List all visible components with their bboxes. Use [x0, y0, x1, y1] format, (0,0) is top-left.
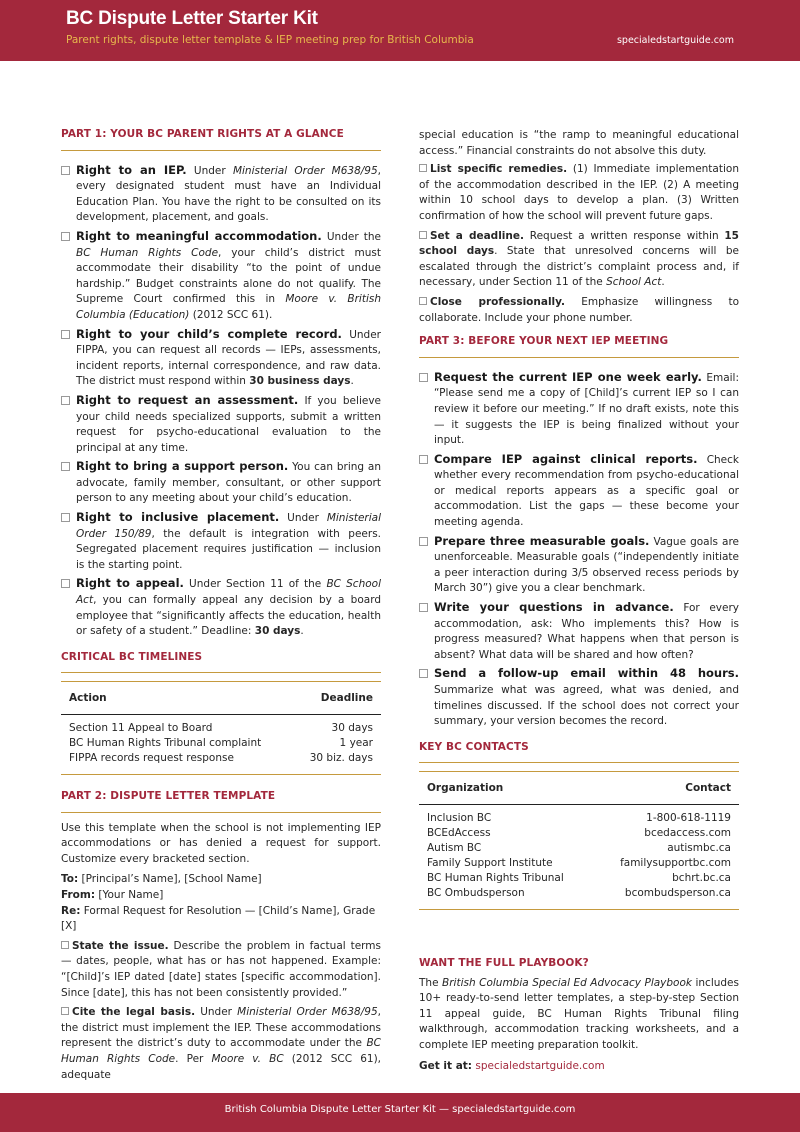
cell-org: Autism BC: [427, 841, 482, 854]
item-title: Write your questions in advance.: [434, 600, 674, 615]
step-strong: 15 school days: [419, 229, 739, 258]
cite-continuation: special education is “the ramp to meaningful educational access.” Financial constraints do not absolve this duty.: [419, 129, 739, 157]
item-title: Right to your child’s complete record.: [76, 326, 342, 341]
letter-from: [61, 888, 381, 904]
iep-prep-list: [419, 370, 739, 730]
item-title: Right to an IEP.: [76, 162, 187, 177]
table-row: [419, 856, 739, 871]
checkbox[interactable]: [61, 232, 70, 241]
cell-deadline: 1 year: [339, 737, 373, 749]
checkbox[interactable]: [419, 669, 428, 678]
checkbox[interactable]: [419, 603, 428, 612]
cell-org: BCEdAccess: [427, 826, 491, 839]
item-text: Email: “Please send me a copy of [Child]’s current IEP so I can review it before our meeting.” If no draft exists, note this — it suggests the IEP is being finalized without your input.: [434, 371, 739, 447]
cell-deadline: 30 biz. days: [309, 752, 373, 764]
cell-contact[interactable]: bchrt.bc.ca: [672, 871, 731, 884]
cell-contact[interactable]: familysupportbc.com: [620, 856, 731, 869]
header-site-link[interactable]: specialedstartguide.com: [616, 35, 734, 46]
step-title: State the issue.: [72, 939, 169, 952]
checkbox[interactable]: [61, 579, 70, 588]
checkbox[interactable]: [61, 462, 70, 471]
cell-action: BC Human Rights Tribunal complaint: [69, 737, 262, 749]
table-row: [61, 751, 381, 775]
cell-org: Family Support Institute: [427, 856, 553, 869]
item-text: Under the: [321, 230, 381, 243]
page-header: [0, 0, 800, 61]
contacts-heading: KEY BC CONTACTS: [419, 740, 739, 764]
timelines-heading: CRITICAL BC TIMELINES: [61, 650, 381, 674]
cell-org: BC Ombudsperson: [427, 886, 525, 899]
step-emphasis: Ministerial Order M638/95: [237, 1006, 378, 1019]
cell-action: FIPPA records request response: [69, 752, 234, 764]
checkbox[interactable]: [61, 330, 70, 339]
promo-text-part: The: [419, 976, 443, 989]
checkbox[interactable]: [61, 941, 69, 949]
step-text: .: [661, 276, 665, 289]
item-text: , your child’s district must accommodate their disability “to the point of undue hardship.” Budget constraints alone do not qualify. The Supreme Court confirmed this in: [76, 246, 381, 306]
item-text: Under: [279, 512, 327, 525]
step-title: Cite the legal basis.: [72, 1006, 196, 1019]
step-cite-legal: [61, 1005, 381, 1083]
col-header-organization: Organization: [419, 772, 594, 805]
item-text: .: [300, 625, 304, 638]
checkbox[interactable]: [419, 373, 428, 382]
cell-deadline: 30 days: [331, 722, 373, 734]
item-text: .: [350, 375, 354, 388]
step-emphasis: Moore v. BC: [211, 1052, 284, 1065]
item-emphasis: Ministerial Order 150/89: [76, 512, 381, 540]
item-text: You can bring an advocate, family member, consultant, or other support person to any meeting about your child’s education.: [76, 461, 381, 505]
promo-heading: WANT THE FULL PLAYBOOK?: [419, 956, 589, 969]
item-text: , you can formally appeal any decision by a board employee that “significantly affects the education, health or safety of a student.” Deadline:: [76, 594, 381, 638]
checkbox[interactable]: [419, 164, 427, 172]
checkbox[interactable]: [61, 1007, 69, 1015]
to-label: To:: [61, 873, 79, 886]
promo-link[interactable]: specialedstartguide.com: [475, 1059, 605, 1072]
checkbox[interactable]: [61, 396, 70, 405]
table-row: [419, 841, 739, 856]
item-text: , every designated student must have an Individual Education Plan. You have the right to be consulted on its development, placement, and goals.: [76, 164, 381, 224]
step-text: (2012 SCC 61), adequate: [61, 1052, 382, 1081]
step-text: Emphasize willingness to collaborate. Include your phone number.: [419, 295, 739, 324]
step-emphasis: School Act: [606, 276, 662, 289]
item-title: Prepare three measurable goals.: [434, 533, 650, 548]
step-text: Describe the problem in factual terms — dates, people, what has or has not happened. Example: “[Child]’s IEP dated [date] states [specific accommodation]. Since [date], this has not been consistently provided.”: [61, 939, 382, 999]
step-text: . State that unresolved concerns will be escalated through the district’s complaint process and, if necessary, under Section 11 of the: [419, 245, 739, 289]
col-header-deadline: Deadline: [293, 682, 381, 715]
step-text: Request a written response within: [523, 229, 725, 242]
page-title: BC Dispute Letter Starter Kit: [66, 8, 318, 29]
table-row: [419, 826, 739, 841]
step-text: (1) Immediate implementation of the accommodation described in the IEP. (2) A meeting within 10 school days to develop a plan. (3) Written confirmation of how the school will prevent future gaps.: [419, 163, 739, 222]
letter-to: [61, 872, 381, 888]
step-title: List specific remedies.: [430, 163, 568, 176]
promo-get-it: [419, 1059, 739, 1075]
cell-contact[interactable]: autismbc.ca: [667, 841, 731, 854]
item-text: Under Section 11 of the: [183, 578, 327, 591]
checkbox[interactable]: [419, 231, 427, 239]
from-value: [Your Name]: [95, 888, 164, 901]
prep-measurable-goals: [419, 534, 739, 597]
right-column: [419, 128, 739, 1074]
page-subtitle: Parent rights, dispute letter template & IEP meeting prep for British Columbia: [66, 34, 474, 46]
table-row: [419, 871, 739, 886]
prep-follow-up: [419, 666, 739, 729]
part2-heading: PART 2: DISPUTE LETTER TEMPLATE: [61, 789, 381, 813]
table-row: [61, 715, 381, 737]
item-text: For every accommodation, ask: Who implements this? How is progress measured? What happens when that person is absent? What data will be shared and how often?: [434, 602, 739, 661]
prep-request-iep: [419, 370, 739, 449]
item-title: Right to meaningful accommodation.: [76, 228, 322, 243]
checkbox[interactable]: [419, 455, 428, 464]
get-it-label: Get it at:: [419, 1059, 472, 1072]
step-emphasis: BC Human Rights Code: [61, 1037, 381, 1065]
col-header-contact: Contact: [594, 772, 739, 805]
item-title: Right to bring a support person.: [76, 459, 289, 474]
cell-contact[interactable]: bcedaccess.com: [644, 826, 731, 839]
step-deadline: [419, 229, 739, 291]
col-header-action: Action: [61, 682, 293, 715]
item-title: Right to inclusive placement.: [76, 510, 280, 525]
item-strong: 30 days: [254, 625, 301, 638]
promo-text: [419, 976, 739, 1054]
checkbox[interactable]: [61, 166, 70, 175]
page-footer: British Columbia Dispute Letter Starter Kit — specialedstartguide.com: [0, 1093, 800, 1132]
cell-org: BC Human Rights Tribunal: [427, 871, 564, 884]
item-emphasis: Ministerial Order M638/95: [232, 164, 378, 177]
rights-list: [61, 163, 381, 640]
re-value: Formal Request for Resolution — [Child’s Name], Grade [X]: [61, 904, 376, 933]
right-record: [61, 327, 381, 390]
contacts-table: [419, 771, 739, 910]
cell-org: Inclusion BC: [427, 811, 492, 824]
item-emphasis: BC School Act: [76, 578, 382, 607]
cell-contact[interactable]: 1-800-618-1119: [646, 811, 731, 824]
step-state-issue: [61, 939, 381, 1001]
right-accommodation: [61, 229, 381, 324]
step-remedies: [419, 162, 739, 224]
item-text: Check whether every recommendation from psycho-educational or medical reports appears as a specific goal or accommodation. List the gaps — these become your meeting agenda.: [434, 453, 739, 529]
table-row: [419, 804, 739, 826]
cell-contact[interactable]: bcombudsperson.ca: [624, 886, 731, 899]
step-title: Close professionally.: [430, 295, 566, 308]
timelines-table: [61, 681, 381, 775]
promo-text-part: includes 10+ ready-to-send letter templates, a step-by-step Section 11 appeal guide, BC Human Rights Tribunal filing walkthrough, accommodation tracking worksheets, and a complete IEP meeting preparation toolkit.: [419, 976, 739, 1051]
item-strong: 30 business days: [249, 375, 351, 388]
item-text: Vague goals are unenforceable. Measurable goals (“independently initiate a peer interaction during 3/5 observed recess periods by March 30”) give you a clear benchmark.: [434, 535, 739, 595]
table-row: [61, 736, 381, 751]
to-value: [Principal’s Name], [School Name]: [78, 873, 262, 886]
right-appeal: [61, 576, 381, 639]
item-text: Summarize what was agreed, what was denied, and timelines discussed. If the school does not correct your summary, your version becomes the record.: [434, 684, 739, 728]
item-title: Send a follow-up email within 48 hours.: [434, 666, 739, 681]
item-text: If you believe your child needs specialized supports, submit a written request for psycho-educational evaluation to the principal at any time.: [76, 394, 381, 454]
step-text: Under: [195, 1006, 238, 1019]
checkbox[interactable]: [419, 297, 427, 305]
checkbox[interactable]: [419, 537, 428, 546]
part1-heading: PART 1: YOUR BC PARENT RIGHTS AT A GLANCE: [61, 127, 381, 151]
prep-compare-iep: [419, 452, 739, 531]
item-emphasis: BC Human Rights Code: [76, 246, 219, 259]
part2-intro: Use this template when the school is not implementing IEP accommodations or has denied a request for support. Customize every bracketed section.: [61, 821, 381, 865]
item-emphasis: Moore v. British Columbia (Education): [76, 293, 382, 321]
item-title: Right to appeal.: [76, 576, 184, 591]
right-iep: [61, 163, 381, 226]
item-title: Right to request an assessment.: [76, 392, 299, 407]
right-inclusive-placement: [61, 510, 381, 573]
item-title: Request the current IEP one week early.: [434, 369, 702, 384]
promo-book-title: British Columbia Special Ed Advocacy Playbook: [442, 976, 692, 989]
prep-write-questions: [419, 600, 739, 663]
from-label: From:: [61, 888, 96, 901]
item-title: Compare IEP against clinical reports.: [434, 451, 698, 466]
item-text: (2012 SCC 61).: [189, 308, 273, 321]
step-text: . Per: [175, 1052, 212, 1065]
left-column: [61, 127, 381, 1087]
step-close: [419, 295, 739, 326]
right-support-person: [61, 459, 381, 507]
re-label: Re:: [61, 904, 81, 917]
cell-action: Section 11 Appeal to Board: [69, 722, 213, 734]
checkbox[interactable]: [61, 513, 70, 522]
letter-re: [61, 904, 381, 935]
part3-heading: PART 3: BEFORE YOUR NEXT IEP MEETING: [419, 334, 739, 358]
item-text: Under FIPPA, you can request all records — IEPs, assessments, incident reports, internal correspondence, and raw data. The district must respond within: [76, 328, 381, 388]
right-assessment: [61, 393, 381, 456]
item-text: Under: [186, 164, 233, 177]
table-row: [419, 886, 739, 910]
step-text: , the district must implement the IEP. These accommodations represent the district’s duty to accommodate under the: [61, 1006, 381, 1050]
step-title: Set a deadline.: [430, 229, 524, 242]
item-text: , the default is integration with peers. Segregated placement requires justification — inclusion is the starting point.: [76, 527, 381, 571]
